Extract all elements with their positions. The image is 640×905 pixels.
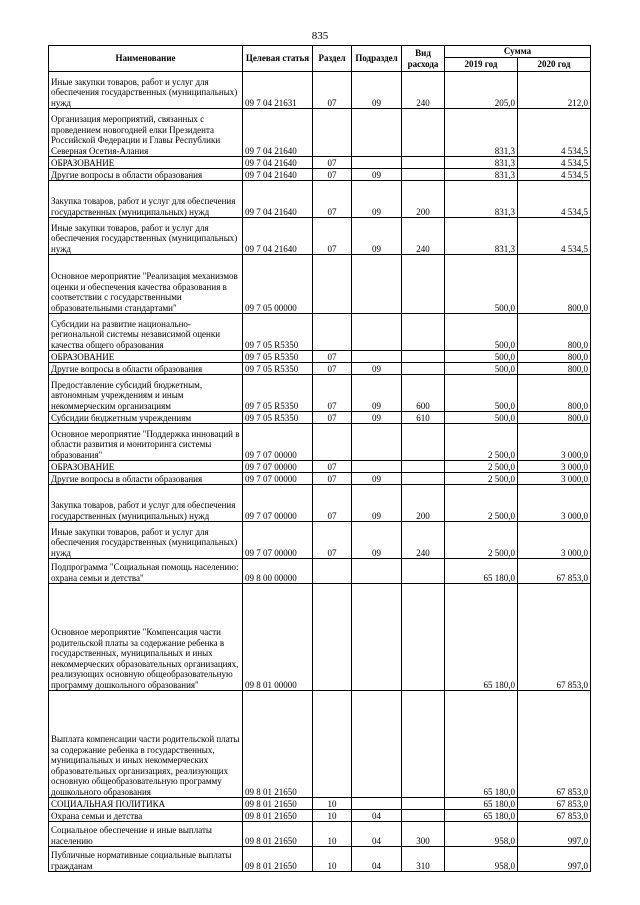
- row-target-code: 09 7 07 00000: [243, 473, 313, 485]
- row-sum-2020: 67 853,0: [518, 810, 591, 822]
- row-name: Другие вопросы в области образования: [49, 169, 243, 181]
- row-name: ОБРАЗОВАНИЕ: [49, 351, 243, 363]
- table-row: [49, 351, 591, 363]
- table-row: [49, 847, 591, 872]
- row-sum-2020: 4 534,5: [518, 218, 591, 255]
- row-section: 07: [313, 461, 352, 473]
- row-target-code: 09 7 04 21640: [243, 218, 313, 255]
- row-name: Предоставление субсидий бюджетным, автономным учреждениям и иным некоммерческим организациям: [49, 375, 243, 412]
- row-name: ОБРАЗОВАНИЕ: [49, 157, 243, 169]
- row-subsection: 09: [352, 375, 402, 412]
- row-expense-type: [402, 109, 445, 157]
- row-section: 07: [313, 412, 352, 424]
- table-row: [49, 314, 591, 351]
- row-subsection: 09: [352, 412, 402, 424]
- row-sum-2020: 800,0: [518, 314, 591, 351]
- row-name: Публичные нормативные социальные выплаты гражданам: [49, 847, 243, 872]
- table-row: [49, 559, 591, 584]
- row-sum-2020: 800,0: [518, 412, 591, 424]
- row-name: Иные закупки товаров, работ и услуг для обеспечения государственных (муниципальных) нужд: [49, 72, 243, 109]
- header-2020: 2020 год: [518, 58, 591, 72]
- row-target-code: 09 8 01 21650: [243, 810, 313, 822]
- row-subsection: [352, 255, 402, 314]
- row-sum-2019: 500,0: [445, 351, 518, 363]
- row-sum-2020: 4 534,5: [518, 181, 591, 218]
- row-section: 07: [313, 157, 352, 169]
- table-row: [49, 822, 591, 847]
- row-name: Закупка товаров, работ и услуг для обеспечения государственных (муниципальных) нужд: [49, 181, 243, 218]
- table-body: [49, 72, 591, 872]
- row-section: 07: [313, 181, 352, 218]
- row-target-code: 09 7 05 R5350: [243, 363, 313, 375]
- row-target-code: 09 7 07 00000: [243, 522, 313, 559]
- row-sum-2019: 205,0: [445, 72, 518, 109]
- row-sum-2020: 4 534,5: [518, 169, 591, 181]
- row-name: Иные закупки товаров, работ и услуг для обеспечения государственных (муниципальных) нужд: [49, 522, 243, 559]
- row-subsection: 09: [352, 169, 402, 181]
- row-target-code: 09 7 05 R5350: [243, 314, 313, 351]
- row-sum-2020: 800,0: [518, 375, 591, 412]
- row-sum-2019: 831,3: [445, 218, 518, 255]
- header-code: Целевая статья: [243, 46, 313, 72]
- row-subsection: 04: [352, 847, 402, 872]
- row-section: 07: [313, 375, 352, 412]
- row-section: 10: [313, 810, 352, 822]
- row-sum-2019: 2 500,0: [445, 424, 518, 461]
- row-sum-2019: 2 500,0: [445, 473, 518, 485]
- row-expense-type: [402, 461, 445, 473]
- row-expense-type: [402, 559, 445, 584]
- row-name: Выплата компенсации части родительской платы за содержание ребенка в государственных, муниципальных и иных некоммерческих образовательных организациях, реализующих основную общеобразовательную программу дошкольного образования: [49, 691, 243, 798]
- row-target-code: 09 8 01 21650: [243, 691, 313, 798]
- row-section: 10: [313, 822, 352, 847]
- row-sum-2019: 65 180,0: [445, 584, 518, 691]
- row-expense-type: [402, 473, 445, 485]
- row-expense-type: [402, 169, 445, 181]
- table-row: [49, 412, 591, 424]
- row-sum-2019: 958,0: [445, 822, 518, 847]
- row-subsection: [352, 314, 402, 351]
- row-target-code: 09 7 04 21631: [243, 72, 313, 109]
- header-name: Наименование: [49, 46, 243, 72]
- row-subsection: [352, 584, 402, 691]
- row-section: 07: [313, 351, 352, 363]
- row-target-code: 09 7 04 21640: [243, 109, 313, 157]
- row-sum-2019: 2 500,0: [445, 461, 518, 473]
- row-expense-type: [402, 351, 445, 363]
- row-section: [313, 424, 352, 461]
- row-sum-2019: 65 180,0: [445, 798, 518, 810]
- table-row: [49, 461, 591, 473]
- header-subsection: Подраздел: [352, 46, 402, 72]
- table-row: [49, 810, 591, 822]
- row-subsection: 04: [352, 822, 402, 847]
- row-section: [313, 314, 352, 351]
- row-sum-2019: 500,0: [445, 375, 518, 412]
- row-name: Подпрограмма "Социальная помощь населению: охрана семьи и детства": [49, 559, 243, 584]
- row-sum-2020: 67 853,0: [518, 798, 591, 810]
- row-expense-type: [402, 255, 445, 314]
- row-expense-type: 300: [402, 822, 445, 847]
- row-subsection: [352, 424, 402, 461]
- row-subsection: [352, 109, 402, 157]
- row-section: [313, 559, 352, 584]
- table-row: [49, 218, 591, 255]
- row-name: Субсидии бюджетным учреждениям: [49, 412, 243, 424]
- row-sum-2019: 500,0: [445, 314, 518, 351]
- row-target-code: 09 7 07 00000: [243, 461, 313, 473]
- row-sum-2020: 997,0: [518, 822, 591, 847]
- page-number: 835: [311, 30, 329, 42]
- row-name: Основное мероприятие "Компенсация части родительской платы за содержание ребенка в государственных, муниципальных и иных некоммерческих образовательных организациях, реализующих основную общеобразовательную программу дошкольного образования": [49, 584, 243, 691]
- row-expense-type: [402, 424, 445, 461]
- row-sum-2020: 67 853,0: [518, 584, 591, 691]
- row-target-code: 09 8 01 21650: [243, 822, 313, 847]
- row-sum-2020: 800,0: [518, 363, 591, 375]
- row-sum-2019: 500,0: [445, 363, 518, 375]
- row-name: Социальное обеспечение и иные выплаты населению: [49, 822, 243, 847]
- row-section: 10: [313, 798, 352, 810]
- row-sum-2019: 831,3: [445, 169, 518, 181]
- row-expense-type: [402, 584, 445, 691]
- row-target-code: 09 7 05 00000: [243, 255, 313, 314]
- row-section: 07: [313, 522, 352, 559]
- row-sum-2020: 67 853,0: [518, 691, 591, 798]
- row-section: 10: [313, 847, 352, 872]
- header-sum: Сумма: [445, 46, 591, 58]
- row-section: 07: [313, 363, 352, 375]
- table-row: [49, 181, 591, 218]
- table-row: [49, 424, 591, 461]
- row-expense-type: [402, 314, 445, 351]
- table-row: [49, 485, 591, 522]
- row-name: Закупка товаров, работ и услуг для обеспечения государственных (муниципальных) нужд: [49, 485, 243, 522]
- row-target-code: 09 7 07 00000: [243, 485, 313, 522]
- row-sum-2019: 831,3: [445, 109, 518, 157]
- row-subsection: 09: [352, 181, 402, 218]
- row-name: Основное мероприятие "Реализация механизмов оценки и обеспечения качества образования в соответствии с государственными образовательными стандартами": [49, 255, 243, 314]
- row-subsection: [352, 157, 402, 169]
- row-sum-2020: 997,0: [518, 847, 591, 872]
- header-2019: 2019 год: [445, 58, 518, 72]
- table-row: [49, 798, 591, 810]
- row-expense-type: [402, 363, 445, 375]
- table-row: [49, 584, 591, 691]
- row-sum-2019: 2 500,0: [445, 485, 518, 522]
- row-target-code: 09 7 07 00000: [243, 424, 313, 461]
- row-sum-2019: 65 180,0: [445, 559, 518, 584]
- row-expense-type: 310: [402, 847, 445, 872]
- table-row: [49, 363, 591, 375]
- row-subsection: [352, 559, 402, 584]
- row-subsection: [352, 691, 402, 798]
- row-subsection: 09: [352, 522, 402, 559]
- row-section: 07: [313, 169, 352, 181]
- row-expense-type: 240: [402, 522, 445, 559]
- row-target-code: 09 7 04 21640: [243, 169, 313, 181]
- row-section: 07: [313, 473, 352, 485]
- row-sum-2020: 3 000,0: [518, 485, 591, 522]
- row-sum-2020: 212,0: [518, 72, 591, 109]
- row-expense-type: 240: [402, 218, 445, 255]
- row-section: [313, 691, 352, 798]
- row-sum-2020: 4 534,5: [518, 109, 591, 157]
- row-expense-type: 200: [402, 485, 445, 522]
- row-target-code: 09 8 01 21650: [243, 847, 313, 872]
- row-section: [313, 255, 352, 314]
- row-expense-type: 240: [402, 72, 445, 109]
- table-row: [49, 255, 591, 314]
- row-sum-2019: 500,0: [445, 412, 518, 424]
- row-subsection: 04: [352, 810, 402, 822]
- row-subsection: [352, 798, 402, 810]
- row-expense-type: [402, 691, 445, 798]
- budget-table: [48, 45, 591, 872]
- row-expense-type: [402, 157, 445, 169]
- row-sum-2019: 500,0: [445, 255, 518, 314]
- table-row: [49, 157, 591, 169]
- row-sum-2020: 3 000,0: [518, 522, 591, 559]
- row-expense-type: 200: [402, 181, 445, 218]
- table-row: [49, 375, 591, 412]
- row-sum-2020: 4 534,5: [518, 157, 591, 169]
- row-section: [313, 109, 352, 157]
- row-subsection: 09: [352, 218, 402, 255]
- row-target-code: 09 8 01 00000: [243, 584, 313, 691]
- row-section: 07: [313, 485, 352, 522]
- row-expense-type: 600: [402, 375, 445, 412]
- row-sum-2020: 800,0: [518, 255, 591, 314]
- row-section: [313, 584, 352, 691]
- row-section: 07: [313, 218, 352, 255]
- header-section: Раздел: [313, 46, 352, 72]
- row-subsection: 09: [352, 473, 402, 485]
- row-sum-2019: 958,0: [445, 847, 518, 872]
- table-row: [49, 109, 591, 157]
- row-target-code: 09 7 04 21640: [243, 181, 313, 218]
- row-target-code: 09 7 05 R5350: [243, 351, 313, 363]
- row-sum-2019: 831,3: [445, 181, 518, 218]
- row-name: Другие вопросы в области образования: [49, 363, 243, 375]
- row-subsection: 09: [352, 72, 402, 109]
- row-subsection: [352, 351, 402, 363]
- row-target-code: 09 8 01 21650: [243, 798, 313, 810]
- row-sum-2020: 67 853,0: [518, 559, 591, 584]
- row-sum-2020: 3 000,0: [518, 473, 591, 485]
- row-sum-2020: 3 000,0: [518, 424, 591, 461]
- row-subsection: 09: [352, 363, 402, 375]
- table-row: [49, 522, 591, 559]
- row-section: 07: [313, 72, 352, 109]
- row-name: Субсидии на развитие национально-региональной системы независимой оценки качества общего образования: [49, 314, 243, 351]
- row-expense-type: 610: [402, 412, 445, 424]
- row-sum-2020: 3 000,0: [518, 461, 591, 473]
- header-expense-type: Вид расхода: [402, 46, 445, 72]
- table-row: [49, 72, 591, 109]
- row-target-code: 09 7 05 R5350: [243, 412, 313, 424]
- row-name: ОБРАЗОВАНИЕ: [49, 461, 243, 473]
- row-sum-2019: 65 180,0: [445, 810, 518, 822]
- row-name: СОЦИАЛЬНАЯ ПОЛИТИКА: [49, 798, 243, 810]
- table-row: [49, 691, 591, 798]
- row-name: Охрана семьи и детства: [49, 810, 243, 822]
- row-name: Иные закупки товаров, работ и услуг для обеспечения государственных (муниципальных) нужд: [49, 218, 243, 255]
- table-row: [49, 473, 591, 485]
- row-sum-2019: 2 500,0: [445, 522, 518, 559]
- row-target-code: 09 7 04 21640: [243, 157, 313, 169]
- row-target-code: 09 8 00 00000: [243, 559, 313, 584]
- row-name: Основное мероприятие "Поддержка инноваций в области развития и мониторинга системы образования": [49, 424, 243, 461]
- row-sum-2020: 800,0: [518, 351, 591, 363]
- table-row: [49, 169, 591, 181]
- row-subsection: [352, 461, 402, 473]
- row-expense-type: [402, 798, 445, 810]
- row-name: Организация мероприятий, связанных с проведением новогодней елки Президента Российской Федерации и Главы Республики Северная Осетия-Алания: [49, 109, 243, 157]
- row-target-code: 09 7 05 R5350: [243, 375, 313, 412]
- row-name: Другие вопросы в области образования: [49, 473, 243, 485]
- row-sum-2019: 831,3: [445, 157, 518, 169]
- row-sum-2019: 65 180,0: [445, 691, 518, 798]
- row-subsection: 09: [352, 485, 402, 522]
- row-expense-type: [402, 810, 445, 822]
